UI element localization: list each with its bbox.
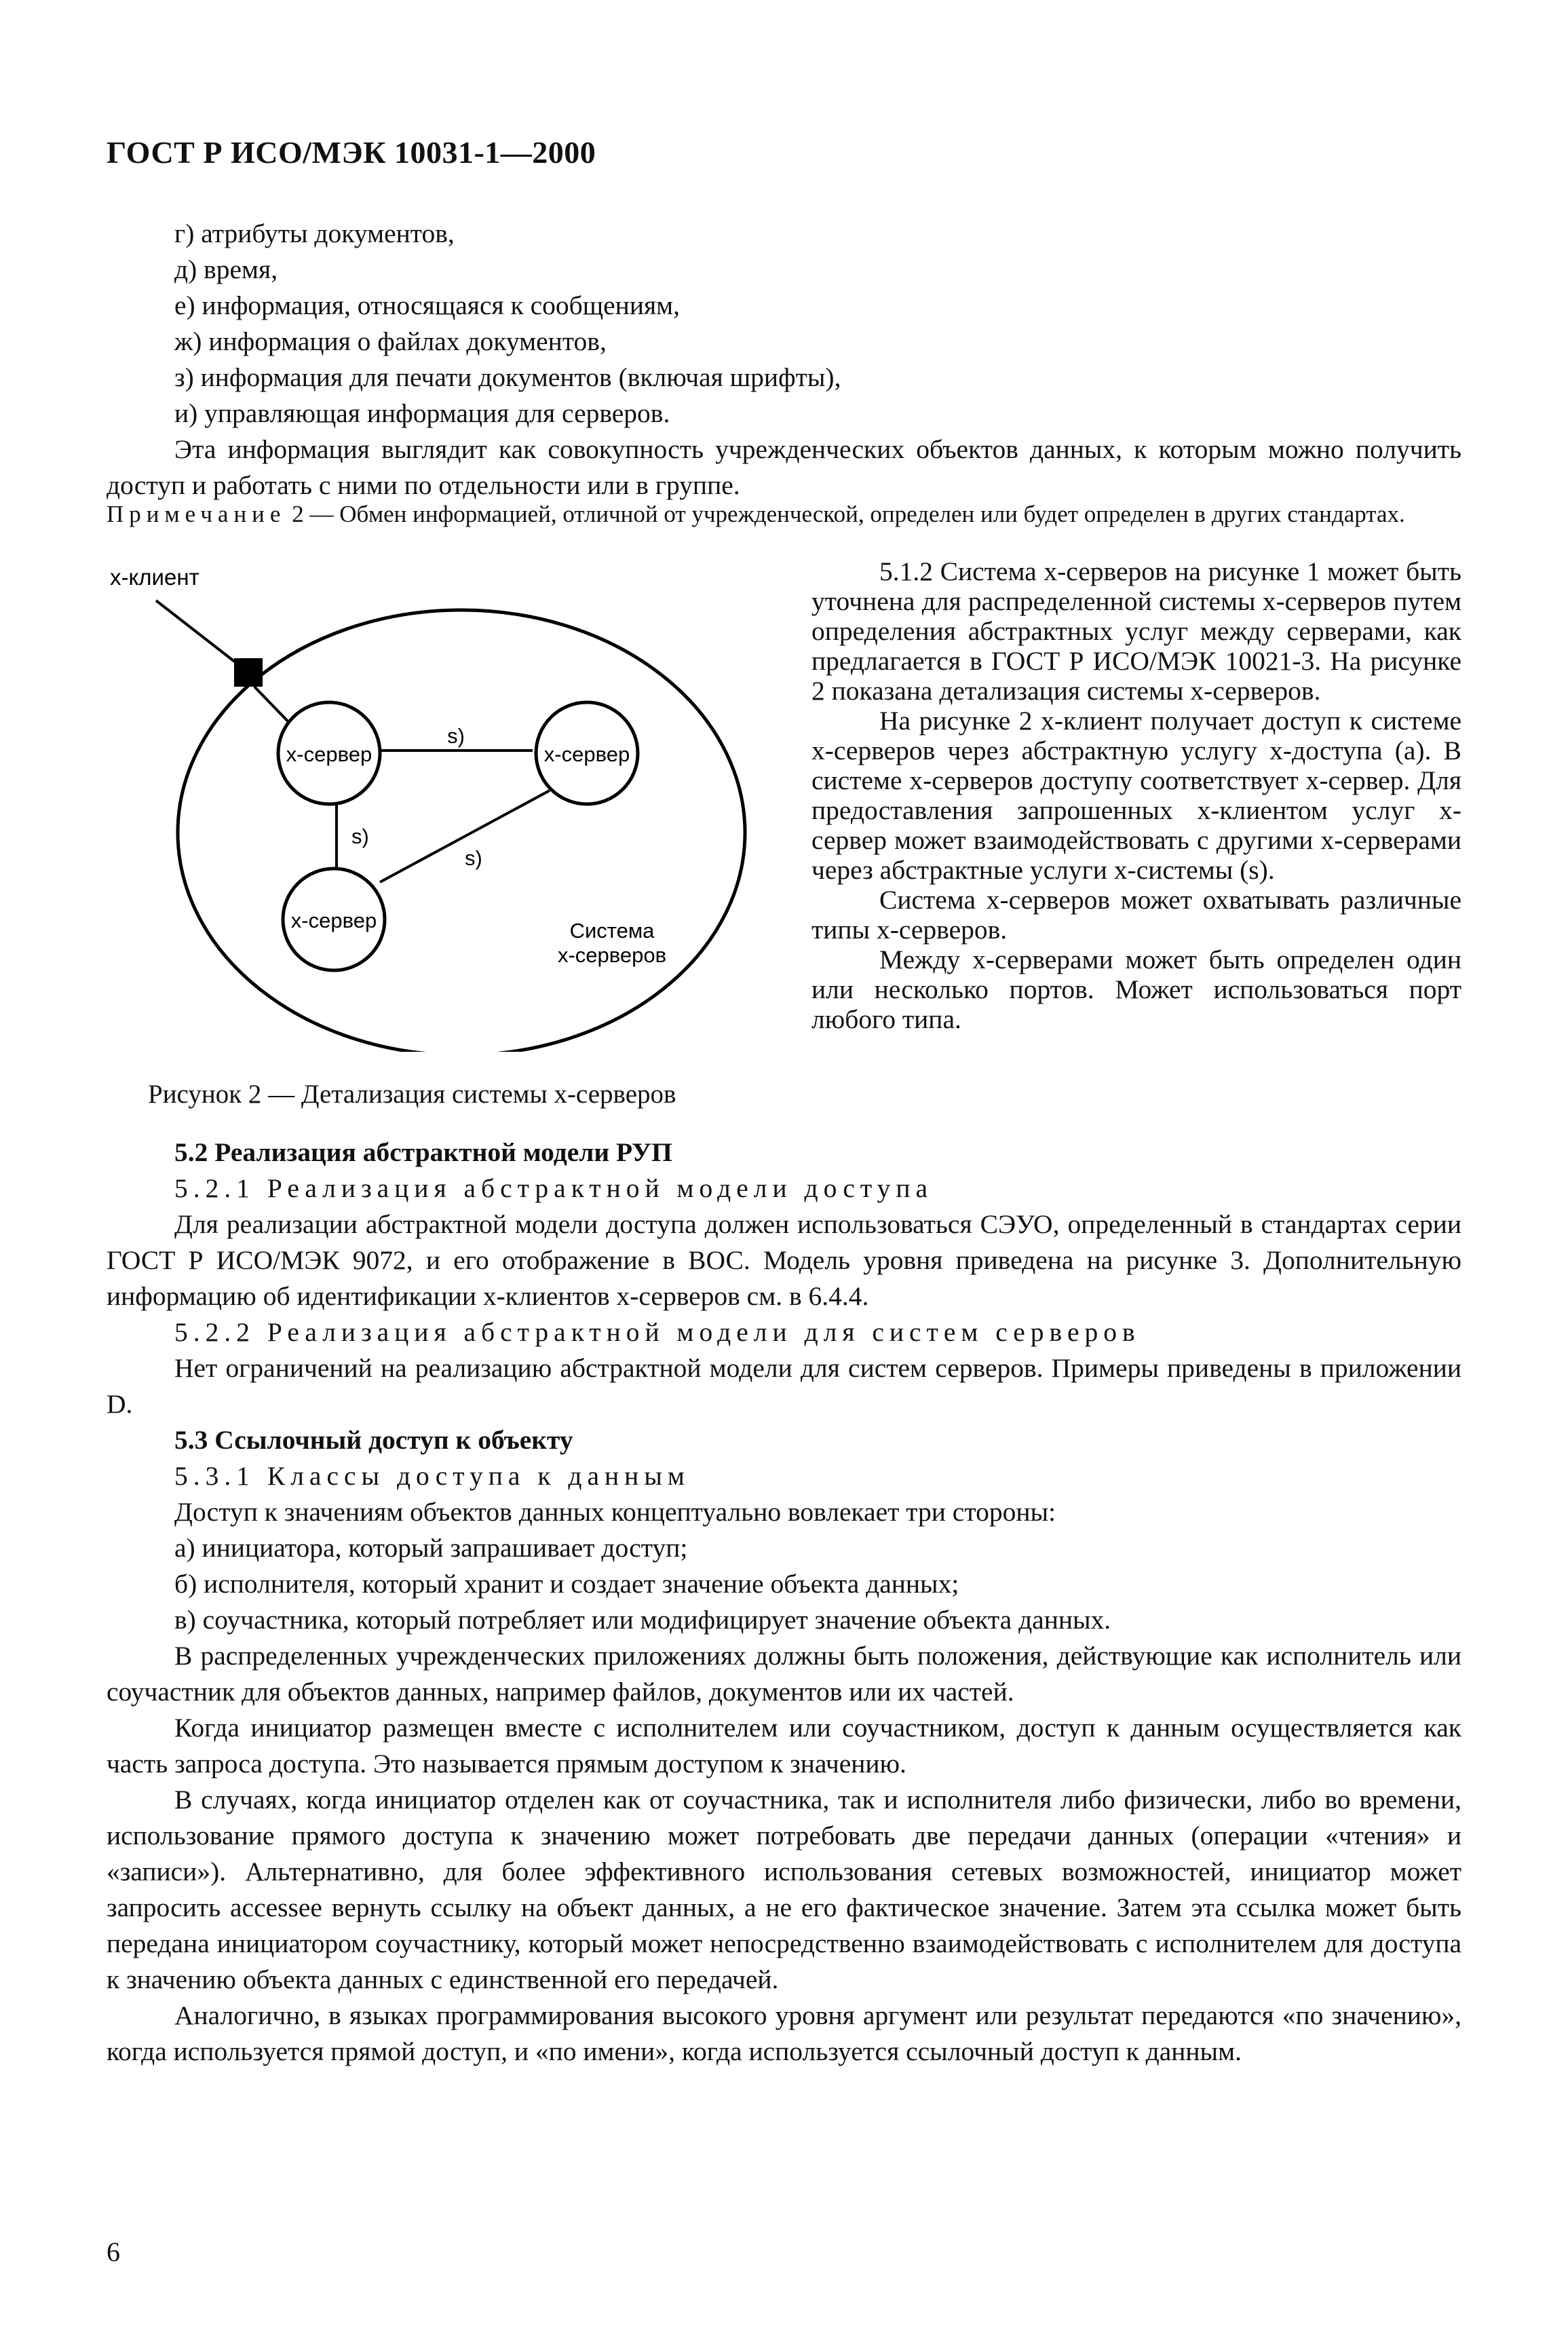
link-label: s) [447, 724, 465, 748]
access-port [234, 658, 263, 687]
figure-caption: Рисунок 2 — Детализация системы x-серверов [148, 1080, 676, 1109]
section-5-2 [107, 1135, 1461, 2070]
right-column [811, 556, 1461, 1034]
system-boundary [178, 610, 745, 1052]
list-item: а) инициатора, который запрашивает доступ; [174, 1533, 688, 1563]
paragraph-text: Эта информация выглядит как совокупность учрежденческих объектов данных, к которым можно получить доступ и работать с ними по отдельности или в группе. [107, 434, 1461, 500]
note-2 [107, 499, 1461, 530]
paragraph-text: Доступ к значениям объектов данных концептуально вовлекает три стороны: [174, 1497, 1056, 1527]
paragraph [107, 432, 1461, 504]
system-label: Система [569, 919, 655, 943]
list-item: ж) информация о файлах документов, [174, 326, 607, 356]
section-title: 5.3 Ссылочный доступ к объекту [174, 1425, 573, 1455]
list-item: г) атрибуты документов, [174, 218, 455, 248]
subsection-title: 5.3.1 Классы доступа к данным [174, 1461, 690, 1491]
link-label: s) [351, 824, 369, 848]
paragraph-text: Когда инициатор размещен вместе с исполнителем или соучастником, доступ к данным осуществляется как часть запроса доступа. Это называется прямым доступом к значению. [107, 1713, 1461, 1779]
paragraph-text: В распределенных учрежденческих приложениях должны быть положения, действующие как исполнитель или соучастник для объектов данных, например файлов, документов или их частей. [107, 1641, 1461, 1707]
list-item: з) информация для печати документов (включая шрифты), [174, 362, 841, 392]
server-label: x-сервер [286, 742, 372, 766]
note-text: 2 — Обмен информацией, отличной от учрежденческой, определен или будет определен в других стандартах. [286, 501, 1405, 527]
section-title: 5.2 Реализация абстрактной модели РУП [174, 1137, 672, 1167]
paragraph-text: В случаях, когда инициатор отделен как от соучастника, так и исполнителя либо физически, либо во времени, использование прямого доступа к значению может потребовать две передачи данных (операции «чтения» и «записи»). Альтернативно, для более эффективного использования сетевых возможностей, инициатор может запросить accessee вернуть ссылку на объект данных, а не его фактическое значение. Затем эта ссылка может быть передана инициатором соучастнику, который может непосредственно взаимодействовать с исполнителем для доступа к значению объекта данных с единственной его передачей. [107, 1785, 1461, 1994]
subsection-title: 5.2.1 Реализация абстрактной модели доступа [174, 1173, 934, 1203]
figure-2-diagram [102, 556, 780, 1052]
list-item: д) время, [174, 254, 278, 284]
subsection-title: 5.2.2 Реализация абстрактной модели для систем серверов [174, 1317, 1141, 1347]
list-item: в) соучастника, который потребляет или модифицирует значение объекта данных. [174, 1605, 1111, 1635]
link-label: s) [465, 846, 482, 870]
list-item: и) управляющая информация для серверов. [174, 398, 670, 428]
document-header: ГОСТ Р ИСО/МЭК 10031-1—2000 [107, 135, 596, 170]
paragraph-text: Система x-серверов может охватывать различные типы x-серверов. [811, 885, 1461, 945]
note-label: Примечание [107, 501, 286, 527]
paragraph-text: На рисунке 2 x-клиент получает доступ к системе x-серверов через абстрактную услугу x-доступа (a). В системе x-серверов доступу соответствует x-сервер. Для предоставления запрошенных x-клиентом услуг x-сервер может взаимодействовать с другими x-серверами через абстрактные услуги x-системы (s). [811, 706, 1461, 885]
server-label: x-сервер [290, 909, 377, 932]
system-label: x-серверов [557, 943, 667, 967]
paragraph-text: Нет ограничений на реализацию абстрактной модели для систем серверов. Примеры приведены в приложении D. [107, 1353, 1461, 1419]
page-number: 6 [107, 2237, 120, 2267]
paragraph-text: Между x-серверами может быть определен один или несколько портов. Может использоваться порт любого типа. [811, 945, 1461, 1034]
paragraph-text: Аналогично, в языках программирования высокого уровня аргумент или результат передаются «по значению», когда используется прямой доступ, и «по имени», когда используется ссылочный доступ к данным. [107, 2000, 1461, 2066]
paragraph-text: Для реализации абстрактной модели доступа должен использоваться СЭУО, определенный в стандартах серии ГОСТ Р ИСО/МЭК 9072, и его отображение в ВОС. Модель уровня приведена на рисунке 3. Дополнительную информацию об идентификации x-клиентов x-серверов см. в 6.4.4. [107, 1209, 1461, 1311]
attributes-list [107, 216, 1461, 432]
server-label: x-сервер [543, 742, 630, 766]
client-label: x-клиент [110, 565, 199, 590]
list-item: б) исполнителя, который хранит и создает значение объекта данных; [174, 1569, 959, 1599]
list-item: е) информация, относящаяся к сообщениям, [174, 290, 681, 320]
paragraph-text: 5.1.2 Система x-серверов на рисунке 1 может быть уточнена для распределенной системы x-серверов путем определения абстрактных услуг между серверами, как предлагается в ГОСТ Р ИСО/МЭК 10021-3. На рисунке 2 показана детализация системы x-серверов. [811, 556, 1461, 706]
